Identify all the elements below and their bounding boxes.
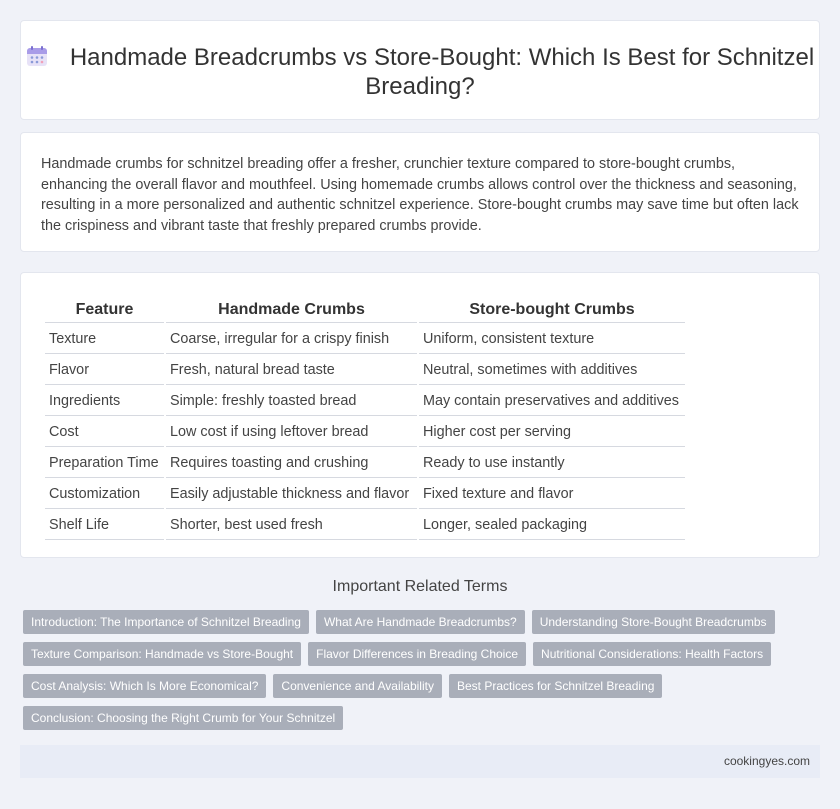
related-term-tag[interactable]: Best Practices for Schnitzel Breading	[449, 674, 662, 698]
table-cell: Shelf Life	[45, 511, 164, 540]
table-cell: Shorter, best used fresh	[166, 511, 417, 540]
related-term-tag[interactable]: Convenience and Availability	[273, 674, 442, 698]
related-term-tag[interactable]: Nutritional Considerations: Health Factors	[533, 642, 771, 666]
table-row	[45, 418, 685, 447]
table-cell: Cost	[45, 418, 164, 447]
header-card	[20, 20, 820, 120]
column-header-handmade: Handmade Crumbs	[166, 298, 417, 323]
column-header-feature: Feature	[45, 298, 164, 323]
table-cell: Ingredients	[45, 387, 164, 416]
comparison-table-card	[20, 272, 820, 558]
table-row	[45, 356, 685, 385]
title-wrap	[21, 43, 819, 101]
table-row	[45, 387, 685, 416]
intro-text: Handmade crumbs for schnitzel breading offer a fresher, crunchier texture compared to store-bought crumbs, enhancing the overall flavor and mouthfeel. Using homemade crumbs allows control over the thickness and seasoning, resulting in a more personalized and authentic schnitzel experience. Store-bought crumbs may save time but often lack the crispiness and vibrant taste that freshly prepared crumbs provide.	[41, 156, 799, 234]
table-cell: Ready to use instantly	[419, 449, 685, 478]
footer-site-link[interactable]: cookingyes.com	[723, 754, 810, 768]
table-row	[45, 449, 685, 478]
intro-card	[20, 132, 820, 252]
table-cell: Simple: freshly toasted bread	[166, 387, 417, 416]
calendar-icon	[26, 45, 48, 67]
table-cell: Uniform, consistent texture	[419, 325, 685, 354]
table-cell: Texture	[45, 325, 164, 354]
page-title-text: Handmade Breadcrumbs vs Store-Bought: Which Is Best for Schnitzel Breading?	[69, 44, 815, 100]
table-cell: Higher cost per serving	[419, 418, 685, 447]
table-row	[45, 511, 685, 540]
table-cell: Coarse, irregular for a crispy finish	[166, 325, 417, 354]
table-cell: Flavor	[45, 356, 164, 385]
table-cell: Fixed texture and flavor	[419, 480, 685, 509]
footer	[20, 745, 820, 778]
table-cell: Fresh, natural bread taste	[166, 356, 417, 385]
table-cell: Easily adjustable thickness and flavor	[166, 480, 417, 509]
table-row	[45, 480, 685, 509]
related-term-tag[interactable]: Texture Comparison: Handmade vs Store-Bought	[23, 642, 301, 666]
related-terms-list	[23, 610, 803, 738]
table-row	[45, 325, 685, 354]
related-terms-title: Important Related Terms	[332, 578, 508, 595]
related-term-tag[interactable]: What Are Handmade Breadcrumbs?	[316, 610, 525, 634]
related-term-tag[interactable]: Cost Analysis: Which Is More Economical?	[23, 674, 266, 698]
table-cell: Neutral, sometimes with additives	[419, 356, 685, 385]
table-cell: Low cost if using leftover bread	[166, 418, 417, 447]
related-term-tag[interactable]: Flavor Differences in Breading Choice	[308, 642, 526, 666]
related-term-tag[interactable]: Introduction: The Importance of Schnitzel Breading	[23, 610, 309, 634]
table-header-row	[45, 298, 685, 323]
table-cell: Customization	[45, 480, 164, 509]
related-term-tag[interactable]: Understanding Store-Bought Breadcrumbs	[532, 610, 775, 634]
comparison-table	[43, 296, 687, 542]
table-cell: Requires toasting and crushing	[166, 449, 417, 478]
related-term-tag[interactable]: Conclusion: Choosing the Right Crumb for Your Schnitzel	[23, 706, 343, 730]
table-cell: May contain preservatives and additives	[419, 387, 685, 416]
table-cell: Longer, sealed packaging	[419, 511, 685, 540]
table-cell: Preparation Time	[45, 449, 164, 478]
page-title	[21, 43, 819, 101]
column-header-store-bought: Store-bought Crumbs	[419, 298, 685, 323]
